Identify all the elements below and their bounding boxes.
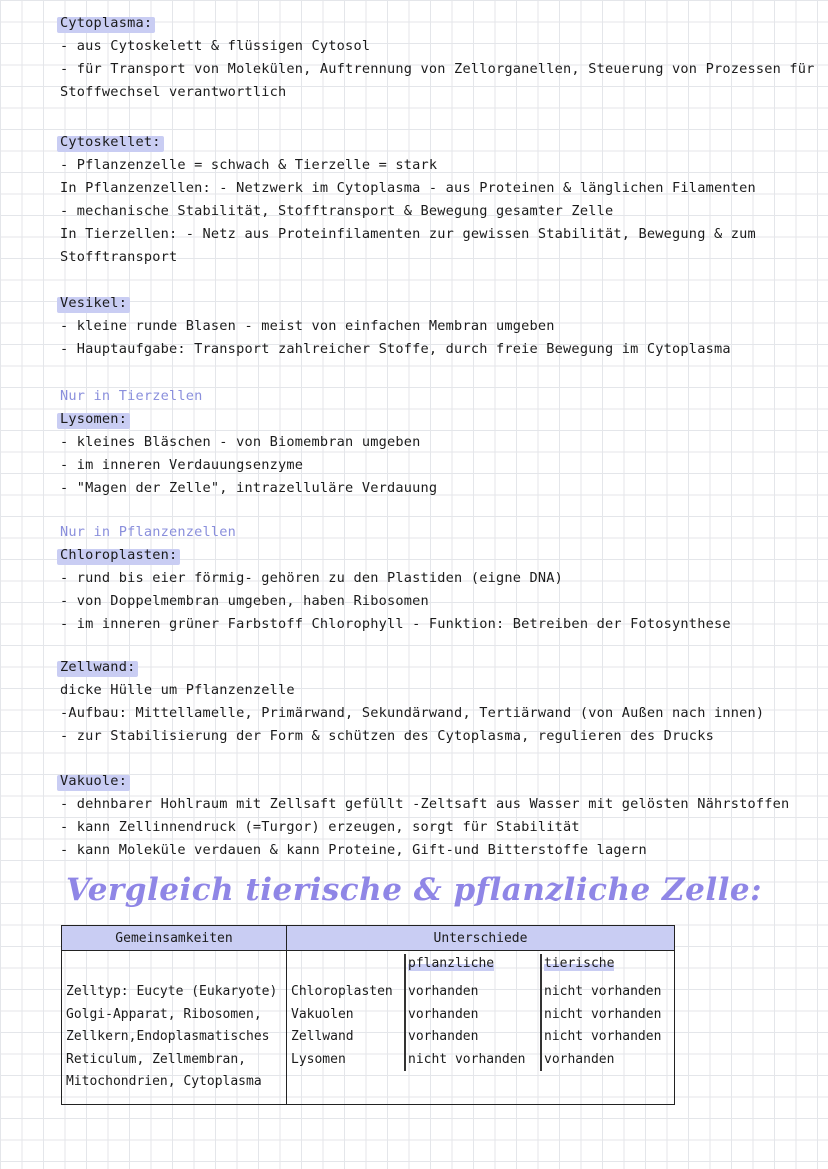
header-differences: Unterschiede — [287, 926, 675, 951]
section-vakuole — [60, 770, 810, 862]
note-line: In Tierzellen: - Netz aus Proteinfilamenten zur gewissen Stabilität, Bewegung & zum — [60, 226, 756, 242]
section-heading: Zellwand: — [60, 656, 135, 679]
section-heading: Vakuole: — [60, 770, 127, 793]
subheader-animal: tierische — [544, 956, 615, 971]
section-subhead: Nur in Tierzellen — [60, 388, 203, 404]
section-zellwand — [60, 656, 810, 748]
note-line: - kann Zellinnendruck (=Turgor) erzeugen, sorgt für Stabilität — [60, 819, 580, 835]
section-heading: Cytoskellet: — [60, 131, 161, 154]
note-line: - aus Cytoskelett & flüssigen Cytosol — [60, 38, 371, 54]
row-animal: nicht vorhanden — [540, 1026, 670, 1049]
section-cytoskellet — [60, 131, 810, 269]
section-lysomen — [60, 385, 810, 500]
differences-cell — [287, 951, 675, 1105]
row-animal: vorhanden — [540, 1049, 670, 1072]
note-line: - im inneren grüner Farbstoff Chlorophyll - Funktion: Betreiben der Fotosynthese — [60, 616, 731, 632]
common-line: Mitochondrien, Cytoplasma — [66, 1074, 262, 1089]
section-chloroplasten — [60, 521, 810, 636]
row-name: Lysomen — [291, 1051, 346, 1067]
comparison-title: Vergleich tierische & pflanzliche Zelle: — [66, 872, 763, 908]
row-animal: nicht vorhanden — [540, 1004, 670, 1027]
common-line: Reticulum, Zellmembran, — [66, 1051, 247, 1067]
note-line: - "Magen der Zelle", intrazelluläre Verdauung — [60, 480, 438, 496]
note-line: - für Transport von Molekülen, Auftrennung von Zellorganellen, Steuerung von Prozessen für — [60, 61, 815, 77]
note-line: - mechanische Stabilität, Stofftransport & Bewegung gesamter Zelle — [60, 203, 614, 219]
note-line: - Pflanzenzelle = schwach & Tierzelle = stark — [60, 157, 438, 173]
comparison-table — [61, 925, 675, 1105]
section-cytoplasma — [60, 12, 815, 104]
section-heading: Chloroplasten: — [60, 544, 177, 567]
note-line: - dehnbarer Hohlraum mit Zellsaft gefüllt -Zeltsaft aus Wasser mit gelösten Nährstoffen — [60, 796, 790, 812]
section-heading: Vesikel: — [60, 292, 127, 315]
row-name: Chloroplasten — [291, 984, 393, 999]
common-line: Zelltyp: Eucyte (Eukaryote) — [66, 984, 278, 999]
row-animal: nicht vorhanden — [540, 981, 670, 1004]
subheader-plant: pflanzliche — [408, 956, 495, 971]
header-common: Gemeinsamkeiten — [62, 926, 287, 951]
note-line: - von Doppelmembran umgeben, haben Ribosomen — [60, 593, 429, 609]
row-plant: vorhanden — [404, 981, 540, 1004]
section-vesikel — [60, 292, 810, 361]
note-line: - zur Stabilisierung der Form & schützen des Cytoplasma, regulieren des Drucks — [60, 728, 714, 744]
note-line: -Aufbau: Mittellamelle, Primärwand, Sekundärwand, Tertiärwand (von Außen nach innen) — [60, 705, 765, 721]
note-line: Stofftransport — [60, 249, 178, 265]
row-name: Vakuolen — [291, 1006, 354, 1022]
note-line: In Pflanzenzellen: - Netzwerk im Cytoplasma - aus Proteinen & länglichen Filamenten — [60, 180, 756, 196]
section-subhead: Nur in Pflanzenzellen — [60, 524, 237, 540]
note-line: - rund bis eier förmig- gehören zu den Plastiden (eigne DNA) — [60, 570, 564, 586]
note-line: dicke Hülle um Pflanzenzelle — [60, 682, 295, 698]
note-line: - Hauptaufgabe: Transport zahlreicher Stoffe, durch freie Bewegung im Cytoplasma — [60, 341, 731, 357]
note-line: - kleine runde Blasen - meist von einfachen Membran umgeben — [60, 318, 555, 334]
common-cell — [62, 951, 287, 1105]
note-line: - kann Moleküle verdauen & kann Proteine, Gift-und Bitterstoffe lagern — [60, 842, 647, 858]
row-plant: vorhanden — [404, 1026, 540, 1049]
note-line: - kleines Bläschen - von Biomembran umgeben — [60, 434, 421, 450]
section-heading: Lysomen: — [60, 408, 127, 431]
row-name: Zellwand — [291, 1029, 354, 1044]
row-plant: vorhanden — [404, 1004, 540, 1027]
note-line: - im inneren Verdauungsenzyme — [60, 457, 304, 473]
common-line: Zellkern,Endoplasmatisches — [66, 1029, 270, 1044]
section-heading: Cytoplasma: — [60, 12, 152, 35]
common-line: Golgi-Apparat, Ribosomen, — [66, 1006, 262, 1022]
row-plant: nicht vorhanden — [404, 1049, 540, 1072]
note-line: Stoffwechsel verantwortlich — [60, 84, 287, 100]
differences-grid — [291, 956, 670, 1071]
